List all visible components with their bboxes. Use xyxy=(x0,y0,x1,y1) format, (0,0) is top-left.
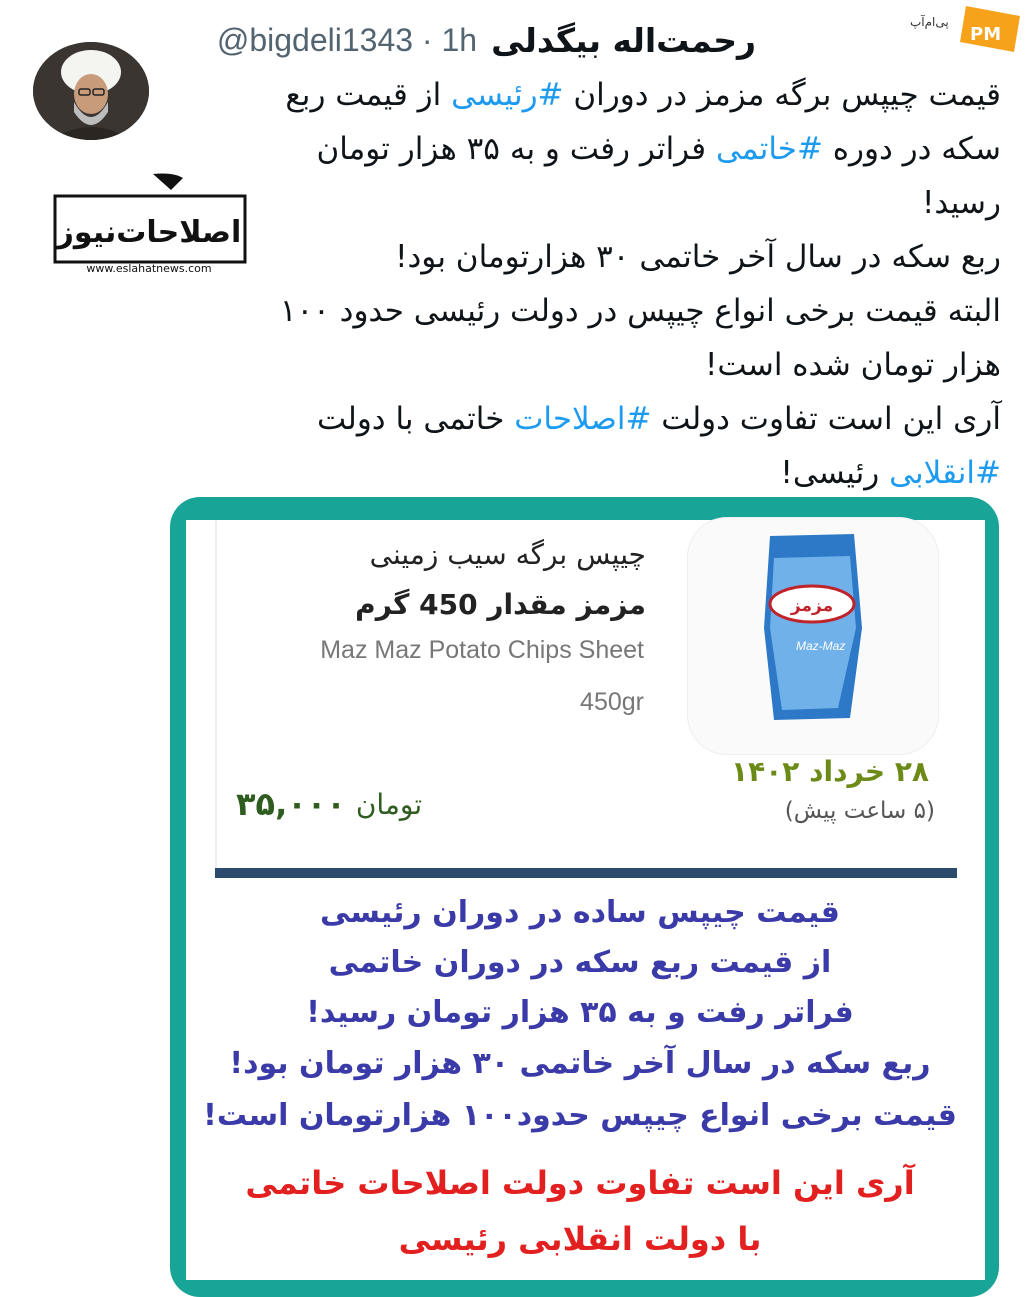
watermark-logo-icon xyxy=(53,170,250,278)
product-title-en: Maz Maz Potato Chips Sheet 450gr xyxy=(320,636,644,716)
tweet-text-segment: از قیمت ربع xyxy=(285,77,452,113)
tweet-text-line xyxy=(170,338,1001,392)
tweet-text-segment: سکه در دوره xyxy=(822,131,1001,167)
caption-line-2: از قیمت ربع سکه در دوران خاتمی xyxy=(328,945,832,980)
eslahatnews-watermark xyxy=(53,170,250,278)
avatar-portrait xyxy=(33,42,149,140)
caption-line-6: آری این است تفاوت دولت اصلاحات خاتمی xyxy=(245,1164,915,1202)
card-divider xyxy=(215,868,957,878)
tweet-text-segment: رسید! xyxy=(922,185,1001,221)
tweet-text-line xyxy=(170,230,1001,284)
svg-text:مزمز: مزمز xyxy=(790,596,834,616)
site-logo xyxy=(908,2,1023,54)
listing-date: ۲۸ خرداد ۱۴۰۲ xyxy=(731,755,929,788)
tweet-text-line xyxy=(170,68,1001,122)
tweet-text-segment: هزار تومان شده است! xyxy=(705,347,1001,383)
tweet-time[interactable]: · 1h xyxy=(421,21,478,58)
author-name[interactable]: رحمت‌اله بیگدلی xyxy=(491,20,756,60)
price-currency: تومان xyxy=(355,787,423,821)
caption-line-3: فراتر رفت و به ۳۵ هزار تومان رسید! xyxy=(306,995,854,1030)
tweet-text-segment: قیمت چیپس برگه مزمز در دوران xyxy=(563,77,1001,113)
svg-text:پی‌ام‌آپ: پی‌ام‌آپ xyxy=(910,15,949,29)
tweet-text-segment: آری این است تفاوت دولت xyxy=(651,401,1001,437)
listing-relative-time: (۵ ساعت پیش) xyxy=(784,798,935,824)
tweet-text xyxy=(170,68,1001,500)
hashtag-link[interactable]: #خاتمی xyxy=(715,131,823,167)
tweet-text-segment: رئیسی! xyxy=(780,455,890,491)
price-value: ۳۵,۰۰۰ xyxy=(236,785,346,823)
author-avatar[interactable] xyxy=(33,42,149,140)
tweet-text-segment: خاتمی با دولت xyxy=(316,401,515,437)
hashtag-link[interactable]: #رئیسی xyxy=(451,77,564,113)
tweet-text-line xyxy=(170,122,1001,176)
tweet-text-line xyxy=(170,176,1001,230)
tweet-header xyxy=(217,12,756,68)
caption-line-1: قیمت چیپس ساده در دوران رئیسی xyxy=(320,895,840,930)
author-handle[interactable]: @bigdeli1343 · 1h xyxy=(216,21,478,58)
svg-text:اصلاحات‌نیوز: اصلاحات‌نیوز xyxy=(56,215,242,250)
product-price xyxy=(236,785,422,823)
product-title-fa: چیپس برگه سیب زمینی مزمز مقدار 450 گرم xyxy=(355,538,646,621)
svg-text:PM: PM xyxy=(970,24,1002,45)
caption-line-4: ربع سکه در سال آخر خاتمی ۳۰ هزار تومان بود! xyxy=(229,1046,931,1081)
tweet-text-line xyxy=(170,284,1001,338)
pmup-logo-icon xyxy=(908,2,1023,54)
tweet-text-line xyxy=(170,392,1001,446)
tweet-text-segment: فراتر رفت و به ۳۵ هزار تومان xyxy=(316,131,716,167)
caption-line-5: قیمت برخی انواع چیپس حدود۱۰۰ هزارتومان است! xyxy=(203,1098,957,1133)
svg-text:www.eslahatnews.com: www.eslahatnews.com xyxy=(86,262,212,275)
hashtag-link[interactable]: #انقلابی xyxy=(889,455,1001,491)
chips-bag-icon xyxy=(688,518,938,754)
product-image xyxy=(687,517,939,755)
svg-text:Maz-Maz: Maz-Maz xyxy=(796,639,846,653)
hashtag-link[interactable]: #اصلاحات xyxy=(514,401,652,437)
tweet-text-segment: ربع سکه در سال آخر خاتمی ۳۰ هزارتومان بود! xyxy=(395,239,1001,275)
tweet-text-line xyxy=(170,446,1001,500)
tweet-text-segment: البته قیمت برخی انواع چیپس در دولت رئیسی حدود ۱۰۰ xyxy=(279,293,1001,329)
caption-line-7: با دولت انقلابی رئیسی xyxy=(398,1220,762,1258)
